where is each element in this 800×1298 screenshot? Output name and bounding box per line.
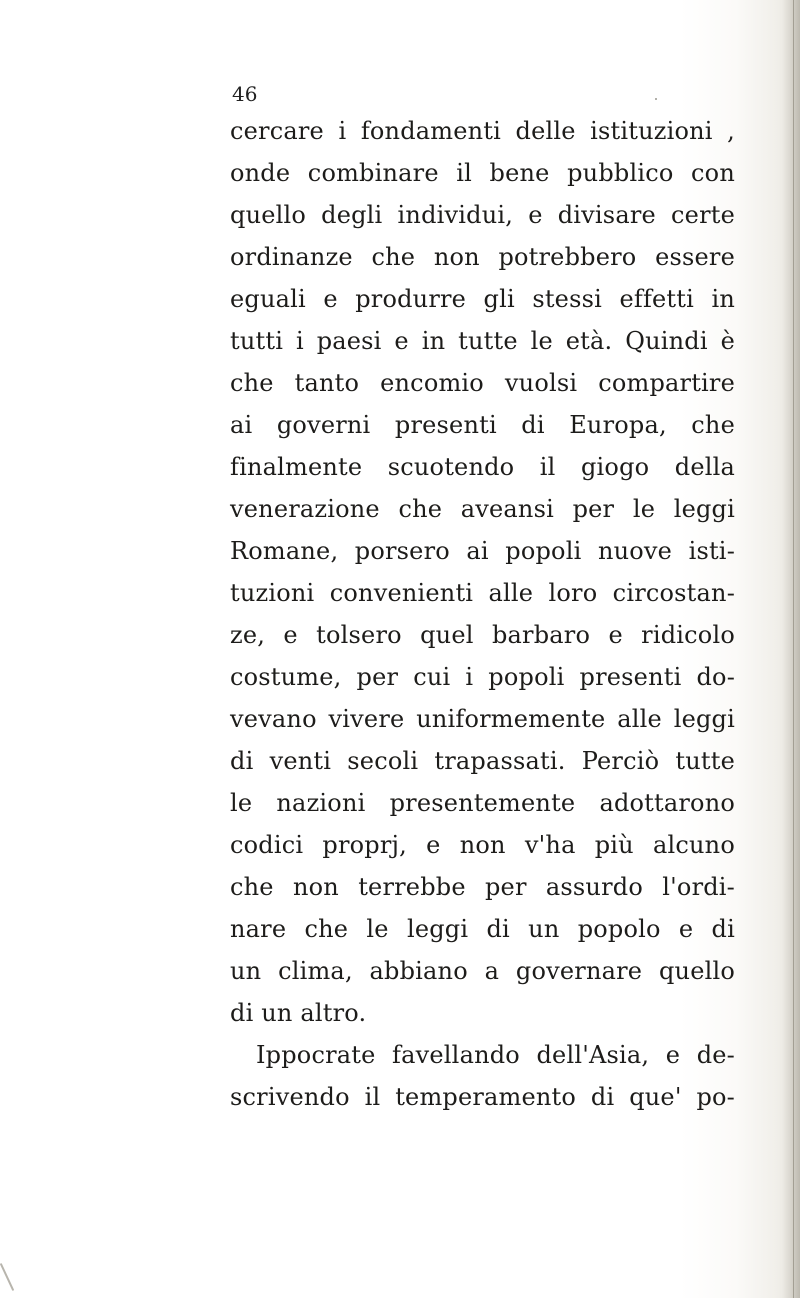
- text-line: venerazione che aveansi per le leggi: [230, 495, 735, 523]
- text-line: Romane, porsero ai popoli nuove isti-: [230, 537, 735, 565]
- text-line: eguali e produrre gli stessi effetti in: [230, 285, 735, 313]
- text-line: di un altro.: [230, 999, 367, 1027]
- text-line: che tanto encomio vuolsi compartire: [230, 369, 735, 397]
- text-line: cercare i fondamenti delle istituzioni ,: [230, 117, 735, 145]
- paper-fleck: [0, 1263, 14, 1291]
- text-line: ai governi presenti di Europa, che: [230, 411, 735, 439]
- text-line: Ippocrate favellando dell'Asia, e de-: [256, 1041, 735, 1069]
- text-line: codici proprj, e non v'ha più alcuno: [230, 831, 735, 859]
- text-line: tutti i paesi e in tutte le età. Quindi è: [230, 327, 735, 355]
- text-line: scrivendo il temperamento di que' po-: [230, 1083, 735, 1111]
- text-line: le nazioni presentemente adottarono: [230, 789, 735, 817]
- text-line: di venti secoli trapassati. Perciò tutte: [230, 747, 735, 775]
- text-line: costume, per cui i popoli presenti do-: [230, 663, 735, 691]
- text-line: un clima, abbiano a governare quello: [230, 957, 735, 985]
- page-edge-shadow: [782, 0, 800, 1298]
- text-line: finalmente scuotendo il giogo della: [230, 453, 735, 481]
- text-line: che non terrebbe per assurdo l'ordi-: [230, 873, 735, 901]
- text-line: ordinanze che non potrebbero essere: [230, 243, 735, 271]
- body-text: [230, 110, 735, 1118]
- page-edge-line: [793, 0, 794, 1298]
- text-line: quello degli individui, e divisare certe: [230, 201, 735, 229]
- paper-fleck: [655, 98, 657, 100]
- text-line: nare che le leggi di un popolo e di: [230, 915, 735, 943]
- page-number: 46: [232, 82, 258, 106]
- text-line: vevano vivere uniformemente alle leggi: [230, 705, 735, 733]
- text-line: tuzioni convenienti alle loro circostan-: [230, 579, 735, 607]
- text-line: ze, e tolsero quel barbaro e ridicolo: [230, 621, 735, 649]
- text-line: onde combinare il bene pubblico con: [230, 159, 735, 187]
